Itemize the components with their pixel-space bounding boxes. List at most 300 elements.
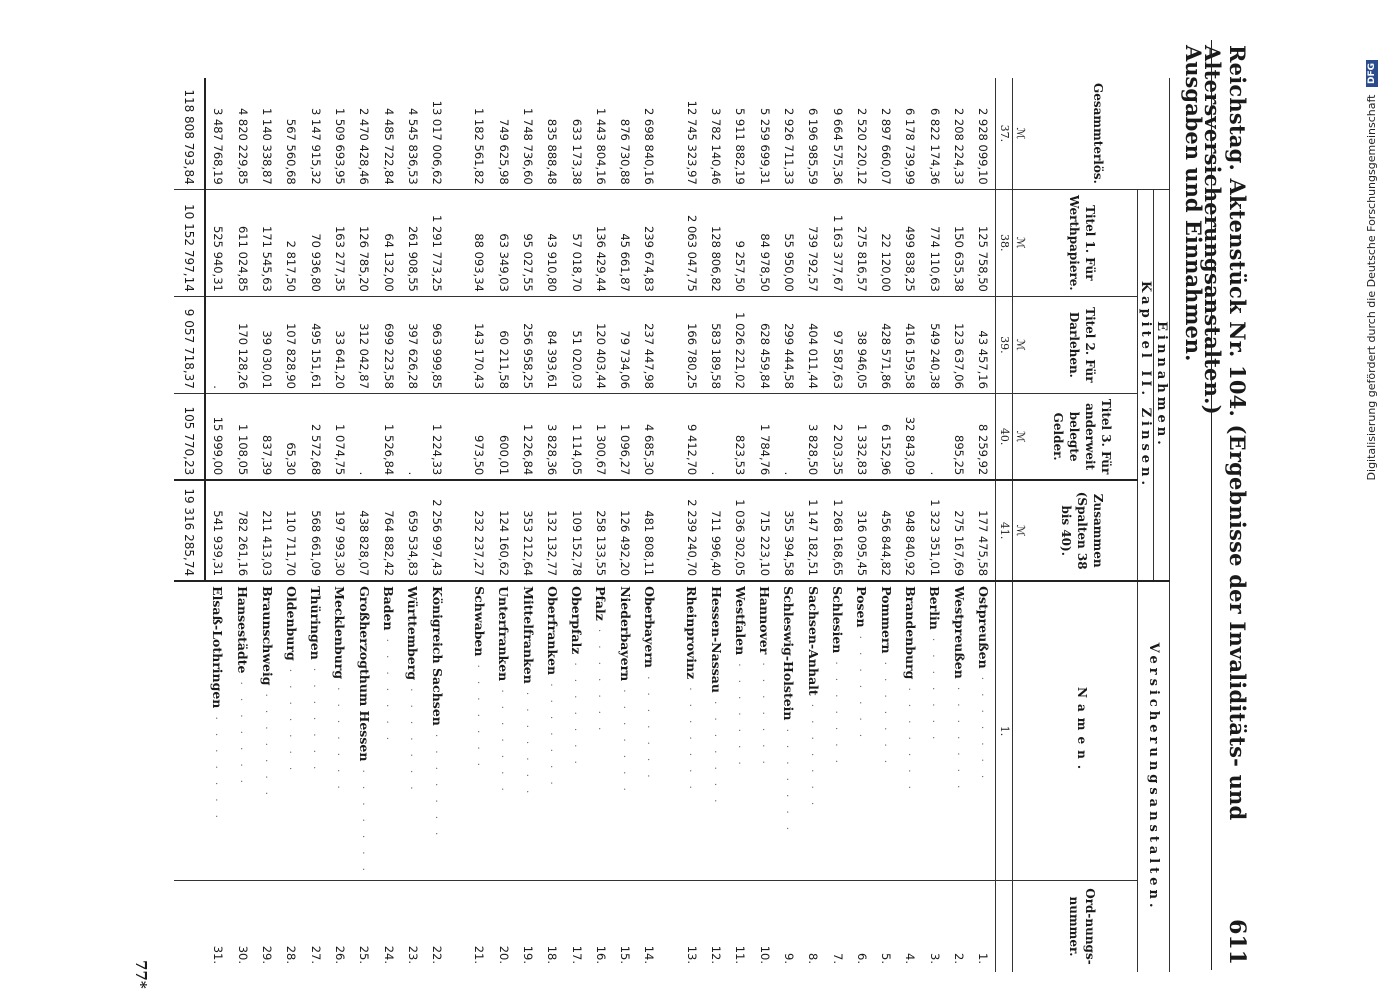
cell-titel3: 3 828,50: [801, 393, 825, 480]
cell-titel2: 123 637,06: [947, 296, 971, 393]
leader-dots: · · · · · · ·: [830, 653, 842, 768]
cell-ordnungsnummer: 24.: [376, 880, 400, 972]
leader-dots: · · · · · · ·: [732, 655, 744, 770]
cell-ordnungsnummer: 10.: [753, 880, 777, 972]
cell-titel3: 8 259,92: [971, 393, 996, 480]
table-row: [874, 78, 898, 972]
cell-gesammterloes: 6 178 739,99: [903, 107, 918, 185]
leader-dots: · · · · · · ·: [235, 673, 247, 788]
cell-ordnungsnummer: 14.: [637, 880, 661, 972]
cell-name: Königreich Sachsen · · · · · · ·: [425, 581, 449, 880]
cell-titel3: .: [401, 393, 425, 480]
cell-gesammterloes: 6 196 985,59: [806, 107, 821, 185]
col-header-titel3: Titel 3. Für anderweit belegte Gelder.: [1028, 393, 1138, 480]
cell-zusammen: 177 475,58: [971, 480, 996, 581]
cell-zusammen: 659 534,83: [401, 480, 425, 581]
cell-titel1: 239 674,83: [637, 189, 661, 296]
cell-zusammen: 353 212,64: [516, 480, 540, 581]
leader-dots: · · · · · · ·: [381, 630, 393, 746]
cell-gesammterloes: 1 140 338,87: [260, 107, 275, 185]
cell-titel1: 163 277,35: [328, 189, 352, 296]
cell-zusammen: 110 711,70: [279, 480, 303, 581]
cell-titel1: 84 978,50: [753, 189, 777, 296]
cell-titel1: 499 838,25: [898, 189, 922, 296]
cell-titel2: 143 170,43: [467, 296, 491, 393]
cell-titel3: .: [352, 393, 376, 480]
cell-titel2: 428 571,86: [874, 296, 898, 393]
cell-titel2: 43 457,16: [971, 296, 996, 393]
cell-zusammen: 568 661,09: [303, 480, 327, 581]
cell-name: Thüringen · · · · · · ·: [303, 581, 327, 880]
total-titel2: 9 057 718,37: [174, 296, 205, 393]
cell-titel1: 171 545,63: [255, 189, 279, 296]
table-row: [898, 78, 922, 972]
table-row: [303, 78, 327, 972]
total-gesammterloes: 118 808 793,84: [174, 78, 205, 189]
group-header-versicherungsanstalten: Versicherungsanstalten.: [1138, 581, 1170, 972]
cell-gesammterloes: 12 745 323,97: [684, 100, 699, 185]
cell-gesammterloes: 2 928 099,10: [976, 107, 991, 185]
table-row: [753, 78, 777, 972]
cell-ordnungsnummer: 2.: [947, 880, 971, 972]
cell-gesammterloes: 876 730,88: [618, 118, 633, 185]
cell-titel2: 237 447,98: [637, 296, 661, 393]
cell-titel3: 600,01: [492, 393, 516, 480]
cell-gesammterloes: 2 926 711,33: [781, 107, 796, 185]
table-row: [728, 78, 752, 972]
cell-name: Oldenburg · · · · · · ·: [279, 581, 303, 880]
cell-titel2: 60 211,58: [492, 296, 516, 393]
cell-name: Braunschweig · · · · · · ·: [255, 581, 279, 880]
cell-ordnungsnummer: 17.: [564, 880, 588, 972]
cell-name: Brandenburg · · · · · · ·: [898, 581, 922, 880]
cell-gesammterloes: 3 782 140,46: [709, 107, 724, 185]
cell-ordnungsnummer: 27.: [303, 880, 327, 972]
cell-titel3: 2 203,35: [825, 393, 849, 480]
leader-dots: · · · · · · ·: [593, 620, 605, 736]
cell-name: Oberbayern · · · · · · ·: [637, 581, 661, 880]
cell-zusammen: 355 394,58: [777, 480, 801, 581]
cell-titel2: 107 828,90: [279, 296, 303, 393]
cell-zusammen: 481 808,11: [637, 480, 661, 581]
cell-titel3: 823,53: [728, 393, 752, 480]
cell-zusammen: 782 261,16: [231, 480, 255, 581]
cell-titel3: 895,25: [947, 393, 971, 480]
table-row: [947, 78, 971, 972]
cell-titel1: 63 349,03: [492, 189, 516, 296]
leader-dots: · · · · · · ·: [471, 656, 483, 771]
page-header: [1200, 45, 1250, 965]
cell-gesammterloes: 6 822 174,36: [927, 107, 942, 185]
cell-gesammterloes: 633 173,38: [569, 118, 584, 185]
cell-titel3: 1 224,33: [425, 393, 449, 480]
cell-titel2: 170 128,26: [231, 296, 255, 393]
cell-zusammen: 275 167,69: [947, 480, 971, 581]
cell-ordnungsnummer: 12.: [704, 880, 728, 972]
cell-ordnungsnummer: 25.: [352, 880, 376, 972]
cell-zusammen: 1 268 168,65: [825, 480, 849, 581]
table-row: [801, 78, 825, 972]
leader-dots: · · · · · · ·: [283, 660, 295, 776]
cell-name: Großherzogthum Hessen · · · · · · ·: [352, 581, 376, 880]
col-header-ordnungsnummer: Ord-nungs-nummer.: [1028, 880, 1138, 972]
cell-zusammen: 109 152,78: [564, 480, 588, 581]
leader-dots: · · · · · · ·: [927, 629, 939, 745]
cell-zusammen: 232 237,27: [467, 480, 491, 581]
leader-dots: · · · · · · ·: [544, 675, 556, 790]
leader-dots: · · · · · · ·: [684, 679, 696, 794]
cell-gesammterloes: 2 520 220,12: [854, 107, 869, 185]
cell-titel3: 32 843,09: [898, 393, 922, 480]
digitization-note: [1363, 60, 1383, 940]
cell-titel3: 837,39: [255, 393, 279, 480]
cell-name: Hannover · · · · · · ·: [753, 581, 777, 880]
cell-titel2: 38 946,05: [850, 296, 874, 393]
cell-titel2: 495 151,61: [303, 296, 327, 393]
digitization-note-text: Digitalisierung gefördert durch die Deutsche Forschungsgemeinschaft: [1365, 94, 1378, 481]
cell-titel1: 9 257,50: [728, 189, 752, 296]
cell-titel2: 549 240,38: [923, 296, 947, 393]
cell-gesammterloes: 835 888,48: [545, 118, 560, 185]
cell-titel2: 97 587,63: [825, 296, 849, 393]
cell-zusammen: 948 840,92: [898, 480, 922, 581]
cell-zusammen: 764 882,42: [376, 480, 400, 581]
cell-name: Oberfranken · · · · · · ·: [540, 581, 564, 880]
total-titel1: 10 152 797,14: [174, 189, 205, 296]
leader-dots: · · · · · · ·: [405, 680, 417, 795]
cell-titel2: 39 030,01: [255, 296, 279, 393]
table-row: [825, 78, 849, 972]
table-row: [328, 78, 352, 972]
cell-titel1: 95 027,55: [516, 189, 540, 296]
cell-titel1: 1 291 773,25: [425, 189, 449, 296]
cell-titel1: 125 758,50: [971, 189, 996, 296]
cell-titel1: 57 018,70: [564, 189, 588, 296]
leader-dots: · · · · · · ·: [496, 681, 508, 796]
cell-titel2: 299 444,58: [777, 296, 801, 393]
leader-dots: · · · · · · ·: [642, 668, 653, 783]
leader-dots: · · · · · · ·: [210, 708, 222, 823]
cell-zusammen: 438 828,07: [352, 480, 376, 581]
income-table: [174, 78, 1170, 972]
cell-gesammterloes: 1 748 736,60: [521, 107, 536, 185]
total-zusammen: 19 316 285,74: [174, 480, 205, 581]
cell-titel3: 3 828,36: [540, 393, 564, 480]
cell-name: Schlesien · · · · · · ·: [825, 581, 849, 880]
cell-gesammterloes: 1 182 561,82: [472, 107, 487, 185]
leader-dots: · · · · · · ·: [878, 653, 890, 769]
cell-titel3: 15 999,00: [205, 393, 230, 480]
cell-gesammterloes: 4 820 229,85: [235, 107, 250, 185]
cell-gesammterloes: 2 897 660,07: [879, 107, 894, 185]
cell-zusammen: 316 095,45: [850, 480, 874, 581]
cell-titel2: 120 403,44: [589, 296, 613, 393]
cell-titel1: 525 940,31: [205, 189, 230, 296]
cell-zusammen: 541 939,31: [205, 480, 230, 581]
cell-titel3: 1 074,75: [328, 393, 352, 480]
table-row: [704, 78, 728, 972]
cell-titel3: .: [704, 393, 728, 480]
col-number: 41.: [996, 480, 1013, 581]
table-row: [777, 78, 801, 972]
cell-zusammen: 126 492,20: [613, 480, 637, 581]
page-subtitle: Ausgaben und Einnahmen.: [1181, 45, 1206, 362]
cell-titel2: 79 734,06: [613, 296, 637, 393]
cell-gesammterloes: 2 470 428,46: [357, 107, 372, 185]
cell-zusammen: 2 239 240,70: [680, 480, 704, 581]
cell-titel2: 51 020,03: [564, 296, 588, 393]
cell-titel2: 404 011,44: [801, 296, 825, 393]
cell-titel1: 88 093,34: [467, 189, 491, 296]
cell-titel3: 4 685,30: [637, 393, 661, 480]
cell-ordnungsnummer: 18.: [540, 880, 564, 972]
cell-zusammen: 2 256 997,43: [425, 480, 449, 581]
cell-name: Mittelfranken · · · · · · ·: [516, 581, 540, 880]
cell-ordnungsnummer: 7.: [825, 880, 849, 972]
table-row: [680, 78, 704, 972]
cell-titel2: 33 641,20: [328, 296, 352, 393]
cell-gesammterloes: 4 545 836,53: [405, 107, 420, 185]
cell-gesammterloes: 749 625,98: [496, 118, 511, 185]
table-row: [516, 78, 540, 972]
cell-titel3: 2 572,68: [303, 393, 327, 480]
table-row: [564, 78, 588, 972]
cell-titel2: 256 958,25: [516, 296, 540, 393]
table-row: [492, 78, 516, 972]
cell-titel1: 774 110,63: [923, 189, 947, 296]
cell-gesammterloes: 1 443 804,16: [593, 107, 608, 185]
table-row: [850, 78, 874, 972]
cell-titel3: 973,50: [467, 393, 491, 480]
cell-titel1: 1 163 377,67: [825, 189, 849, 296]
table-row: [971, 78, 996, 972]
cell-titel3: 1 300,67: [589, 393, 613, 480]
cell-titel2: 583 189,58: [704, 296, 728, 393]
cell-titel2: 312 042,87: [352, 296, 376, 393]
cell-name: Westpreußen · · · · · · ·: [947, 581, 971, 880]
cell-gesammterloes: 2 208 224,33: [952, 107, 967, 185]
table-row: [352, 78, 376, 972]
cell-ordnungsnummer: 1.: [971, 880, 996, 972]
cell-zusammen: 1 147 182,51: [801, 480, 825, 581]
cell-ordnungsnummer: 8.: [801, 880, 825, 972]
cell-titel1: 739 792,57: [801, 189, 825, 296]
cell-name: Württemberg · · · · · · ·: [401, 581, 425, 880]
cell-name: Posen · · · · · · ·: [850, 581, 874, 880]
leader-dots: · · · · · · ·: [854, 627, 866, 743]
cell-ordnungsnummer: 26.: [328, 880, 352, 972]
leader-dots: · · · · · · ·: [569, 654, 581, 769]
cell-ordnungsnummer: 22.: [425, 880, 449, 972]
cell-titel3: .: [923, 393, 947, 480]
cell-titel3: 1 226,84: [516, 393, 540, 480]
table-row: [923, 78, 947, 972]
leader-dots: · · · · · · ·: [975, 668, 987, 784]
cell-titel2: 963 999,85: [425, 296, 449, 393]
cell-ordnungsnummer: 5.: [874, 880, 898, 972]
unit-label: ℳ: [1013, 480, 1028, 581]
cell-titel2: 699 223,58: [376, 296, 400, 393]
cell-titel1: 22 120,00: [874, 189, 898, 296]
leader-dots: · · · · · · ·: [902, 679, 914, 794]
unit-label: ℳ: [1013, 189, 1028, 296]
col-number: 37.: [996, 78, 1013, 189]
cell-ordnungsnummer: 15.: [613, 880, 637, 972]
cell-titel2: 397 626,28: [401, 296, 425, 393]
page-number: 611: [1224, 919, 1250, 965]
cell-zusammen: 124 160,62: [492, 480, 516, 581]
cell-titel2: 1 026 221,02: [728, 296, 752, 393]
cell-zusammen: 1 323 351,01: [923, 480, 947, 581]
cell-gesammterloes: 1 509 693,95: [332, 107, 347, 185]
leader-dots: · · · · · · ·: [332, 679, 344, 794]
col-number: 39.: [996, 296, 1013, 393]
leader-dots: · · · · · · ·: [805, 695, 817, 811]
table-row: [613, 78, 637, 972]
cell-titel3: .: [777, 393, 801, 480]
unit-label: ℳ: [1013, 393, 1028, 480]
leader-dots: · · · · · · ·: [757, 654, 769, 769]
cell-gesammterloes: 3 147 915,32: [308, 107, 323, 185]
cell-ordnungsnummer: 30.: [231, 880, 255, 972]
cell-ordnungsnummer: 6.: [850, 880, 874, 972]
cell-name: Niederbayern · · · · · · ·: [613, 581, 637, 880]
col-header-titel2: Titel 2. Für Darlehen.: [1028, 296, 1138, 393]
cell-name: Pommern · · · · · · ·: [874, 581, 898, 880]
cell-ordnungsnummer: 4.: [898, 880, 922, 972]
cell-titel3: 1 784,76: [753, 393, 777, 480]
leader-dots: · · · · · · ·: [356, 761, 368, 876]
group-spacer: [662, 78, 680, 972]
col-header-gesammterloes: Gesammterlös.: [1028, 78, 1170, 189]
cell-titel1: 611 024,85: [231, 189, 255, 296]
group-header-einnahmen: Einnahmen.: [1154, 189, 1170, 581]
unit-label: ℳ: [1013, 296, 1028, 393]
table-row: [589, 78, 613, 972]
cell-name: Schleswig-Holstein · · · · · · ·: [777, 581, 801, 880]
cell-ordnungsnummer: 11.: [728, 880, 752, 972]
cell-name: Elsaß-Lothringen · · · · · · ·: [205, 581, 230, 880]
table-row: [205, 78, 230, 972]
page-title: Reichstag. Aktenstück Nr. 104. (Ergebnisse der Invaliditäts- und Altersversicherungsanstalten.): [1200, 45, 1250, 821]
cell-titel2: 166 780,25: [680, 296, 704, 393]
cell-gesammterloes: 5 911 882,19: [733, 107, 748, 185]
cell-titel1: 55 950,00: [777, 189, 801, 296]
col-header-zusammen: Zusammen (Spalten 38 bis 40).: [1028, 480, 1138, 581]
leader-dots: · · · · · · ·: [259, 685, 271, 800]
cell-titel2: .: [205, 296, 230, 393]
sheet-signature: 77*: [132, 960, 150, 989]
cell-titel1: 261 908,55: [401, 189, 425, 296]
leader-dots: · · · · · · ·: [308, 659, 320, 775]
cell-name: Westfalen · · · · · · ·: [728, 581, 752, 880]
cell-zusammen: 258 133,55: [589, 480, 613, 581]
leader-dots: · · · · · · ·: [617, 681, 629, 796]
cell-titel3: 6 152,96: [874, 393, 898, 480]
table-row: [255, 78, 279, 972]
cell-ordnungsnummer: 16.: [589, 880, 613, 972]
cell-ordnungsnummer: 29.: [255, 880, 279, 972]
table-row: [376, 78, 400, 972]
cell-ordnungsnummer: 20.: [492, 880, 516, 972]
cell-titel1: 43 910,80: [540, 189, 564, 296]
cell-titel1: 70 936,80: [303, 189, 327, 296]
total-titel3: 105 770,23: [174, 393, 205, 480]
cell-titel2: 416 159,58: [898, 296, 922, 393]
cell-gesammterloes: 2 698 840,16: [642, 107, 657, 185]
cell-zusammen: 132 132,77: [540, 480, 564, 581]
group-spacer: [449, 78, 467, 972]
col-number: 40.: [996, 393, 1013, 480]
leader-dots: · · · · · · ·: [781, 720, 793, 836]
unit-label: ℳ: [1014, 127, 1027, 140]
cell-titel3: 1 108,05: [231, 393, 255, 480]
cell-titel1: 126 785,20: [352, 189, 376, 296]
leader-dots: · · · · · · ·: [520, 683, 532, 799]
table-row: [279, 78, 303, 972]
cell-zusammen: 715 223,10: [753, 480, 777, 581]
cell-ordnungsnummer: 3.: [923, 880, 947, 972]
cell-zusammen: 456 844,82: [874, 480, 898, 581]
table-row: [401, 78, 425, 972]
group-header-kapitel: Kapitel II. Zinsen.: [1138, 189, 1154, 581]
cell-gesammterloes: 5 259 699,31: [757, 107, 772, 185]
cell-titel1: 64 132,00: [376, 189, 400, 296]
cell-titel3: 1 526,84: [376, 393, 400, 480]
header-rule: [1211, 40, 1212, 970]
totals-row: [174, 78, 205, 972]
cell-name: Mecklenburg · · · · · · ·: [328, 581, 352, 880]
table-row: [231, 78, 255, 972]
cell-name: Rheinprovinz · · · · · · ·: [680, 581, 704, 880]
cell-titel1: 2 063 047,75: [680, 189, 704, 296]
cell-titel2: 84 393,61: [540, 296, 564, 393]
table-body: [205, 78, 996, 972]
leader-dots: · · · · · · ·: [429, 725, 441, 841]
cell-ordnungsnummer: 19.: [516, 880, 540, 972]
cell-titel2: 628 459,84: [753, 296, 777, 393]
col-number: 38.: [996, 189, 1013, 296]
cell-name: Pfalz · · · · · · ·: [589, 581, 613, 880]
cell-name: Oberpfalz · · · · · · ·: [564, 581, 588, 880]
col-header-namen: Namen.: [1028, 581, 1138, 880]
cell-ordnungsnummer: 23.: [401, 880, 425, 972]
cell-ordnungsnummer: 9.: [777, 880, 801, 972]
cell-zusammen: 1 036 302,05: [728, 480, 752, 581]
dfg-logo: DFG: [1366, 60, 1378, 87]
cell-gesammterloes: 4 485 722,84: [381, 107, 396, 185]
cell-titel3: 9 412,70: [680, 393, 704, 480]
cell-ordnungsnummer: 21.: [467, 880, 491, 972]
cell-name: Schwaben · · · · · · ·: [467, 581, 491, 880]
table-row: [637, 78, 661, 972]
cell-titel3: 1 096,27: [613, 393, 637, 480]
cell-ordnungsnummer: 13.: [680, 880, 704, 972]
leader-dots: · · · · · · ·: [708, 692, 720, 808]
cell-titel1: 150 635,38: [947, 189, 971, 296]
cell-titel1: 136 429,44: [589, 189, 613, 296]
cell-name: Berlin · · · · · · ·: [923, 581, 947, 880]
cell-gesammterloes: 567 560,68: [284, 118, 299, 185]
table-row: [425, 78, 449, 972]
cell-name: Hessen-Nassau · · · · · · ·: [704, 581, 728, 880]
cell-titel3: 1 114,05: [564, 393, 588, 480]
leader-dots: · · · · · · ·: [951, 678, 963, 794]
cell-zusammen: 211 413,03: [255, 480, 279, 581]
col-header-titel1: Titel 1. Für Werthpapiere.: [1028, 189, 1138, 296]
cell-name: Baden · · · · · · ·: [376, 581, 400, 880]
col-number: 1.: [996, 581, 1013, 880]
